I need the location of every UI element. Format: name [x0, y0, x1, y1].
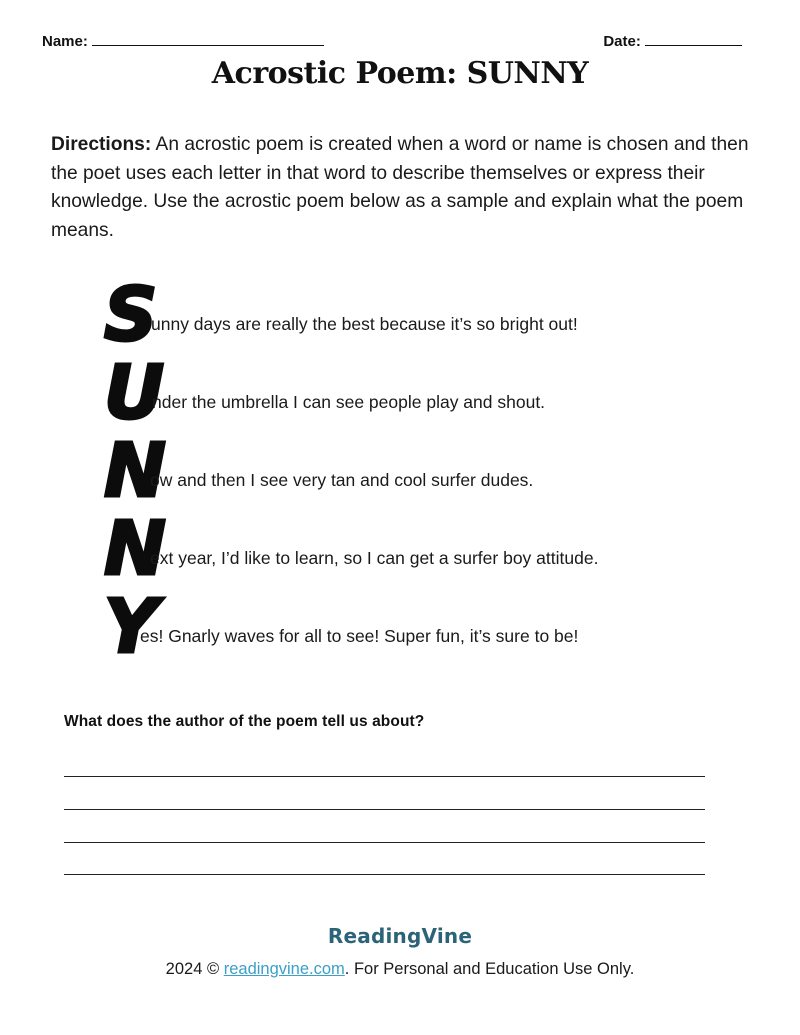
date-label: Date: — [603, 33, 641, 50]
poem-initial-letter: U — [104, 350, 163, 436]
poem-line-text: nder the umbrella I can see people play and shout. — [152, 392, 546, 412]
directions-text: An acrostic poem is created when a word or name is chosen and then the poet uses each letter in that word to describe themselves or express their knowledge. Use the acrostic poem below as a sample and explain what the poem means. — [51, 134, 749, 241]
poem-line-text: ext year, I’d like to learn, so I can get a surfer boy attitude. — [150, 548, 599, 568]
answer-line-3[interactable] — [64, 842, 705, 843]
footer-copyright — [0, 960, 800, 979]
directions-label: Directions: — [51, 134, 152, 155]
footer-suffix: . For Personal and Education Use Only. — [344, 960, 635, 978]
footer-year: 2024 © — [165, 960, 220, 978]
name-field — [42, 33, 324, 50]
poem-initial-letter: N — [104, 506, 164, 592]
header-row — [42, 33, 742, 53]
answer-line-4[interactable] — [64, 874, 705, 875]
answer-line-2[interactable] — [64, 809, 705, 810]
footer-link[interactable]: readingvine.com — [223, 960, 345, 978]
name-label: Name: — [42, 33, 88, 50]
date-blank-line[interactable] — [645, 33, 742, 46]
poem-line-3 — [104, 428, 744, 514]
answer-line-1[interactable] — [64, 776, 705, 777]
poem-line-5 — [104, 584, 744, 670]
poem-line-text: ow and then I see very tan and cool surfer dudes. — [150, 470, 534, 490]
name-blank-line[interactable] — [92, 33, 324, 46]
poem-line-1 — [104, 272, 744, 358]
poem-line-2 — [104, 350, 744, 436]
brand-logo: ReadingVine — [327, 924, 473, 948]
poem-line-text: unny days are really the best because it’s so bright out! — [151, 314, 578, 334]
poem-initial-letter: Y — [104, 584, 156, 670]
poem-line-text: es! Gnarly waves for all to see! Super fun, it’s sure to be! — [140, 626, 579, 646]
date-field — [603, 33, 742, 50]
poem-line-4 — [104, 506, 744, 592]
directions-paragraph — [51, 131, 751, 245]
question-prompt: What does the author of the poem tell us about? — [64, 713, 425, 730]
poem-initial-letter: N — [104, 428, 164, 514]
poem-initial-letter: S — [104, 272, 156, 358]
page-title: Acrostic Poem: SUNNY — [211, 56, 589, 91]
